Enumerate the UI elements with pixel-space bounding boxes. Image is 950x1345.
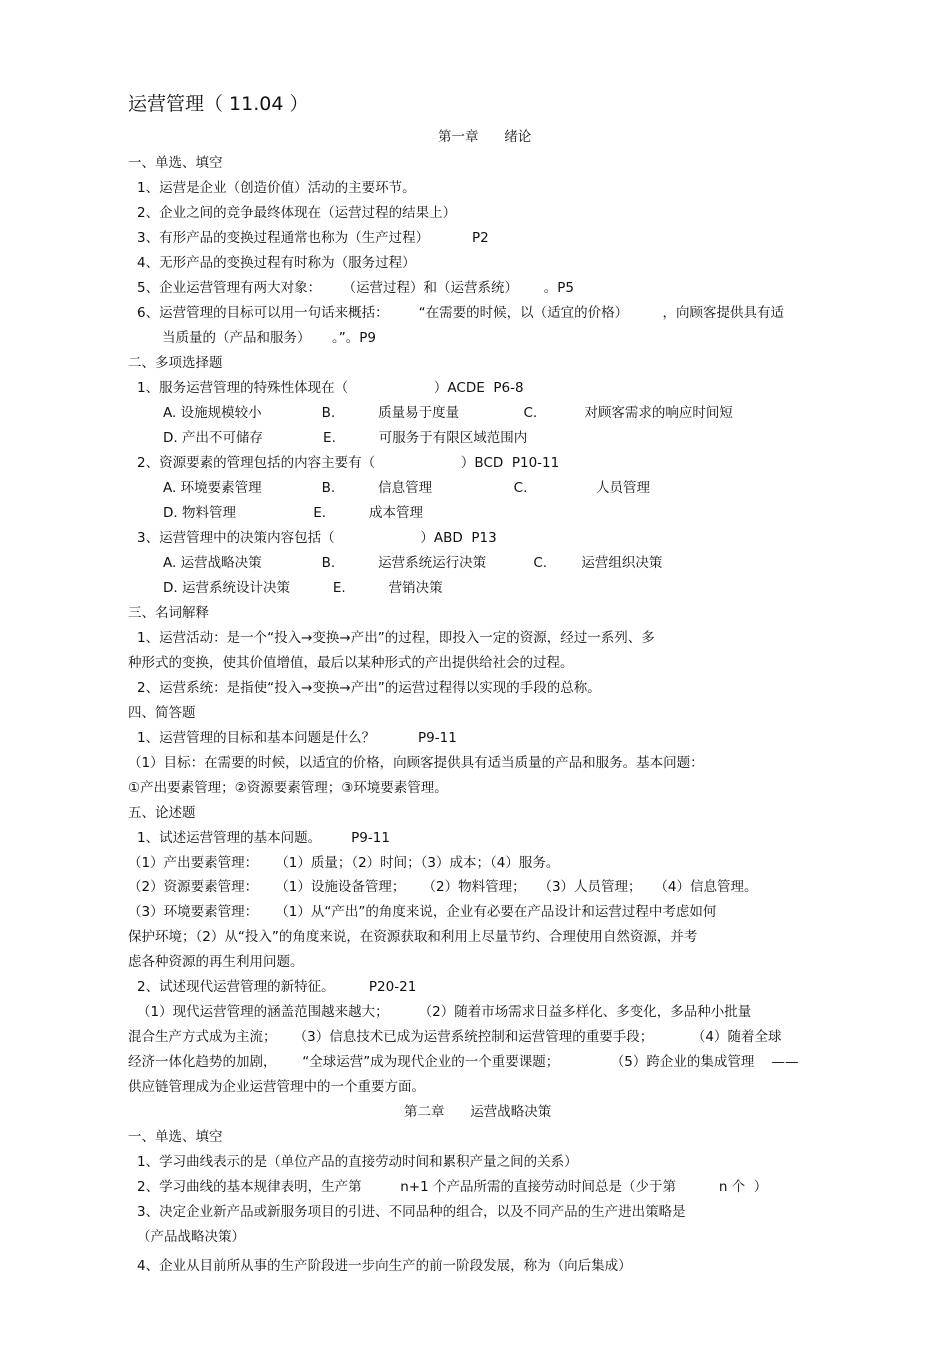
option-line: A. 运营战略决策 B. 运营系统运行决策 C. 运营组织决策	[163, 555, 663, 571]
section-heading: 一、单选、填空	[128, 1129, 223, 1145]
question-item-continued: （产品战略决策）	[137, 1229, 245, 1245]
text-line: 混合生产方式成为主流； （3）信息技术已成为运营系统控制和运营管理的重要手段； （4）随着全球	[128, 1029, 782, 1045]
chapter-1-heading: 第一章 绪论	[438, 129, 532, 145]
question-item: 2、资源要素的管理包括的内容主要有（ ）BCD P10-11	[137, 455, 560, 471]
text-line: 种形式的变换，使其价值增值，最后以某种形式的产出提供给社会的过程。	[128, 655, 574, 671]
text-line: （1）目标：在需要的时候，以适宜的价格，向顾客提供具有适当质量的产品和服务。基本问题：	[128, 755, 704, 771]
chapter-2-heading: 第二章 运营战略决策	[404, 1104, 552, 1120]
question-item: 1、运营是企业（创造价值）活动的主要环节。	[137, 180, 416, 196]
question-item: 2、学习曲线的基本规律表明，生产第 n+1 个产品所需的直接劳动时间总是（少于第 n 个 ）	[137, 1179, 768, 1195]
document-title: 运营管理（ 11.04 ）	[128, 93, 309, 115]
option-line: D. 物料管理 E. 成本管理	[163, 505, 423, 521]
question-item: 5、企业运营管理有两大对象： （运营过程）和（运营系统） 。P5	[137, 280, 575, 296]
section-heading: 四、简答题	[128, 705, 196, 721]
text-line: 1、运营管理的目标和基本问题是什么？ P9-11	[137, 730, 457, 746]
text-line: 1、试述运营管理的基本问题。 P9-11	[137, 830, 390, 846]
text-line: （2）资源要素管理： （1）设施设备管理； （2）物料管理； （3）人员管理； （4）信息管理。	[128, 879, 758, 895]
question-item: 1、服务运营管理的特殊性体现在（ ）ACDE P6-8	[137, 380, 524, 396]
section-heading: 二、多项选择题	[128, 355, 223, 371]
option-line: D. 产出不可储存 E. 可服务于有限区域范围内	[163, 430, 528, 446]
question-item: 1、学习曲线表示的是（单位产品的直接劳动时间和累积产量之间的关系）	[137, 1154, 578, 1170]
text-line: 2、试述现代运营管理的新特征。 P20-21	[137, 979, 417, 995]
text-line: 2、运营系统：是指使“投入→变换→产出”的运营过程得以实现的手段的总称。	[137, 680, 601, 696]
question-item-continued: 当质量的（产品和服务） 。”。P9	[162, 330, 376, 346]
text-line: 保护环境；（2）从“投入”的角度来说，在资源获取和利用上尽量节约、合理使用自然资源，并考	[128, 929, 698, 945]
section-heading: 三、名词解释	[128, 605, 209, 621]
question-item: 6、运营管理的目标可以用一句话来概括： “在需要的时候，以（适宜的价格） ，向顾客提供具有适	[137, 305, 784, 321]
text-line: 1、运营活动：是一个“投入→变换→产出”的过程，即投入一定的资源，经过一系列、多	[137, 630, 655, 646]
text-line: 经济一体化趋势的加剧， “全球运营”成为现代企业的一个重要课题； （5）跨企业的集成管理 ——	[128, 1054, 799, 1070]
text-line: （1）现代运营管理的涵盖范围越来越大； （2）随着市场需求日益多样化、多变化，多品种小批量	[137, 1004, 752, 1020]
text-line: ①产出要素管理；②资源要素管理；③环境要素管理。	[128, 780, 448, 796]
option-line: A. 环境要素管理 B. 信息管理 C. 人员管理	[163, 480, 651, 496]
text-line: （3）环境要素管理： （1）从“产出”的角度来说，企业有必要在产品设计和运营过程中考虑如何	[128, 904, 717, 920]
text-line: 供应链管理成为企业运营管理中的一个重要方面。	[128, 1079, 425, 1095]
option-line: D. 运营系统设计决策 E. 营销决策	[163, 580, 443, 596]
section-heading: 一、单选、填空	[128, 155, 223, 171]
question-item: 4、企业从目前所从事的生产阶段进一步向生产的前一阶段发展，称为（向后集成）	[137, 1258, 632, 1274]
text-line: （1）产出要素管理： （1）质量；（2）时间；（3）成本；（4）服务。	[128, 855, 560, 871]
text-line: 虑各种资源的再生利用问题。	[128, 954, 304, 970]
question-item: 3、决定企业新产品或新服务项目的引进、不同品种的组合，以及不同产品的生产进出策略是	[137, 1204, 686, 1220]
question-item: 3、运营管理中的决策内容包括（ ）ABD P13	[137, 530, 497, 546]
section-heading: 五、论述题	[128, 805, 196, 821]
question-item: 3、有形产品的变换过程通常也称为（生产过程） P2	[137, 230, 489, 246]
question-item: 2、企业之间的竞争最终体现在（运营过程的结果上）	[137, 205, 457, 221]
question-item: 4、无形产品的变换过程有时称为（服务过程）	[137, 255, 416, 271]
option-line: A. 设施规模较小 B. 质量易于度量 C. 对顾客需求的响应时间短	[163, 405, 733, 421]
